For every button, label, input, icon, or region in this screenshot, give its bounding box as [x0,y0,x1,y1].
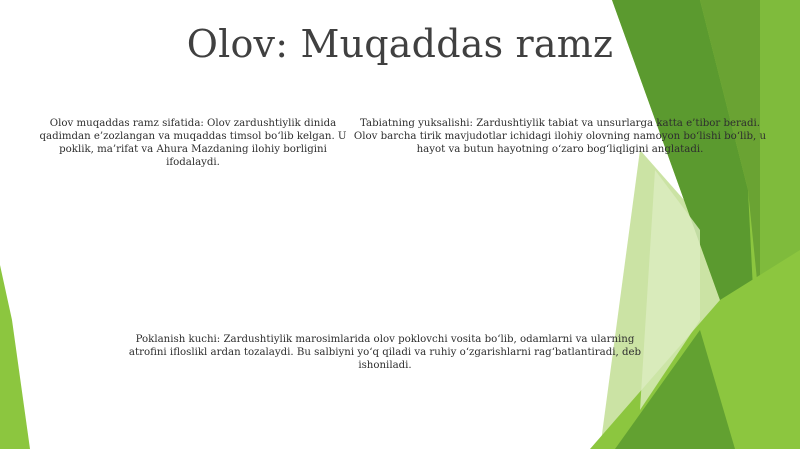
slide-title: Olov: Muqaddas ramz [186,22,614,66]
text-block-poklanish: Poklanish kuchi: Zardushtiylik marosimlarida olov poklovchi vosita bo‘lib, odamlarni va ularning atrofini ifloslikl ardan tozalaydi. Bu salbiyni yo‘q qiladi va ruhiy o‘zgarishlarni rag‘batlantiradi, deb ishoniladi. [128,334,642,371]
left-edge-facet [0,265,30,449]
text-block-tabiat: Tabiatning yuksalishi: Zardushtiylik tabiat va unsurlarga katta e’tibor beradi. Olov barcha tirik mavjudotlar ichidagi ilohiy olovning namoyon bo‘lishi bo‘lib, u hayot va butun hayotning o‘zaro bog‘liqligini anglatadi. [353,118,767,155]
text-block-olov-muqaddas: Olov muqaddas ramz sifatida: Olov zardushtiylik dinida qadimdan e’zozlangan va muqaddas timsol bo‘lib kelgan. U poklik, ma’rifat va Ahura Mazdaning ilohiy borligini ifodalaydi. [39,118,347,168]
